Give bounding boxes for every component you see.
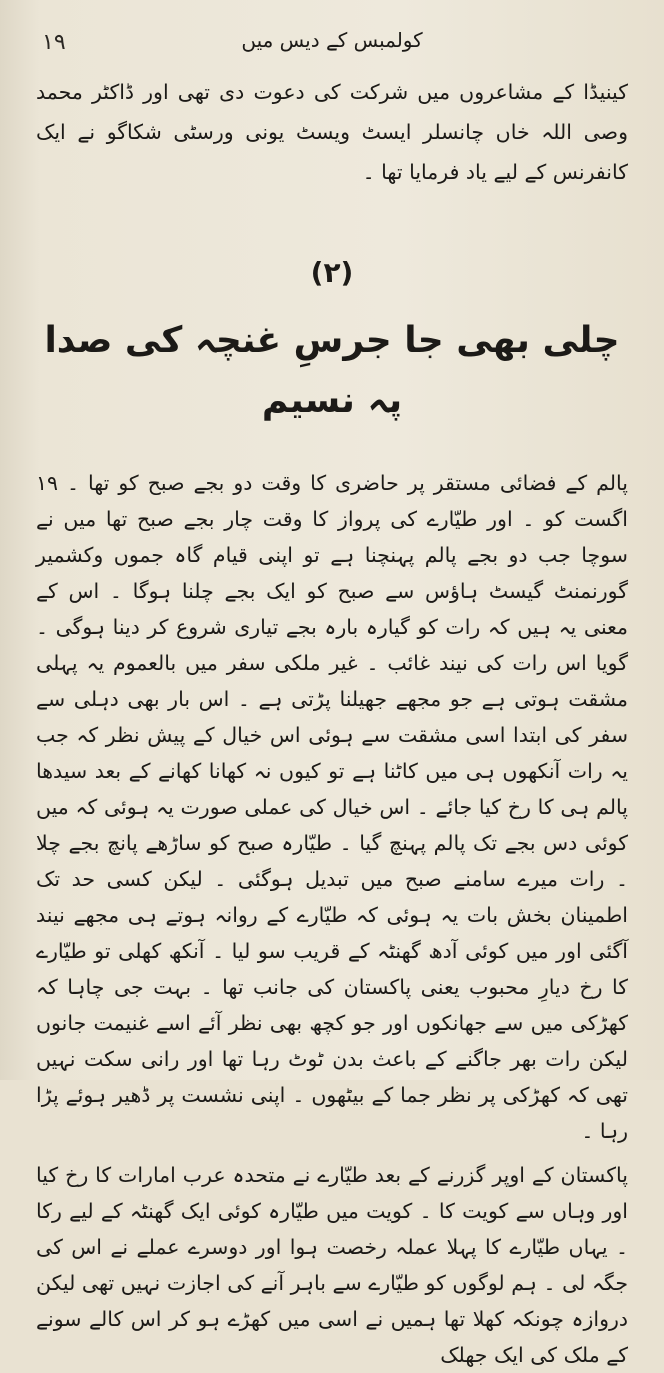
page-number: ١٩: [42, 30, 66, 55]
running-title: کولمبس کے دیس میں: [241, 28, 423, 52]
chapter-title: چلی بھی جا جرسِ غنچہ کی صدا پہ نسیم: [44, 320, 620, 421]
section-number: (۲): [310, 256, 354, 289]
intro-paragraph: کینیڈا کے مشاعروں میں شرکت کی دعوت دی تھی اور ڈاکٹر محمد وصی اللہ خاں چانسلر ایسٹ ویسٹ یونی ورسٹی شکاگو نے ایک کانفرنس کے لیے یاد فرمایا تھا ۔: [36, 80, 628, 184]
body-paragraph-1: پالم کے فضائی مستقر پر حاضری کا وقت دو بجے صبح کو تھا ۔ ۱۹ اگست کو ۔ اور طیّارے کی پرواز کا وقت چار بجے صبح تھا میں نے سوچا جب دو بجے پالم پہنچنا ہے تو اپنی قیام گاہ جموں وکشمیر گورنمنٹ گیسٹ ہاؤس سے صبح کو ایک بجے چلنا ہوگا ۔ اس کے معنی یہ ہیں کہ رات کو گیارہ بارہ بجے تیاری شروع کر دینا ہوگی ۔ گویا اس رات کی نیند غائب ۔ غیر ملکی سفر میں بالعموم یہ پہلی مشقت ہوتی ہے جو مجھے جھیلنا پڑتی ہے ۔ اس بار بھی دہلی سے سفر کی ابتدا اسی مشقت سے ہوئی اس خیال کے پیش نظر کہ جب یہ رات آنکھوں ہی میں کاٹنا ہے تو کیوں نہ کھانا کھانے کے بعد سیدھا پالم ہی کا رخ کیا جائے ۔ اس خیال کی عملی صورت یہ ہوئی کہ میں کوئی دس بجے تک پالم پہنچ گیا ۔ طیّارہ صبح کو ساڑھے پانچ بجے چلا ۔ رات میرے سامنے صبح میں تبدیل ہوگئی ۔ لیکن کسی حد تک اطمینان بخش بات یہ ہوئی کہ طیّارے کے روانہ ہوتے ہی مجھے نیند آگئی اور میں کوئی آدھ گھنٹہ کے قریب سو لیا ۔ آنکھ کھلی تو طیّارے کا رخ دیارِ محبوب یعنی پاکستان کی جانب تھا ۔ بہت جی چاہا کہ کھڑکی میں سے جھانکوں اور جو کچھ بھی نظر آئے اسے غنیمت جانوں لیکن رات بھر جاگنے کے باعث بدن ٹوٹ رہا تھا اور رانی سکت نہیں تھی کہ کھڑکی پر نظر جما کے بیٹھوں ۔ اپنی نشست پر ڈھیر ہوئے پڑا رہا ۔: [36, 471, 628, 1143]
body-paragraph-2: پاکستان کے اوپر گزرنے کے بعد طیّارے نے متحدہ عرب امارات کا رخ کیا اور وہاں سے کویت کا ۔ کویت میں طیّارہ کوئی ایک گھنٹہ کے لیے رکا ۔ یہاں طیّارے کا پہلا عملہ رخصت ہوا اور دوسرے عملے نے اس کی جگہ لی ۔ ہم لوگوں کو طیّارے سے باہر آنے کی اجازت نہیں تھی لیکن دروازہ چونکہ کھلا تھا ہمیں نے اسی میں کھڑے ہو کر اس کالے سونے کے ملک کی ایک جھلک: [36, 1163, 628, 1367]
page-header: [36, 22, 628, 58]
